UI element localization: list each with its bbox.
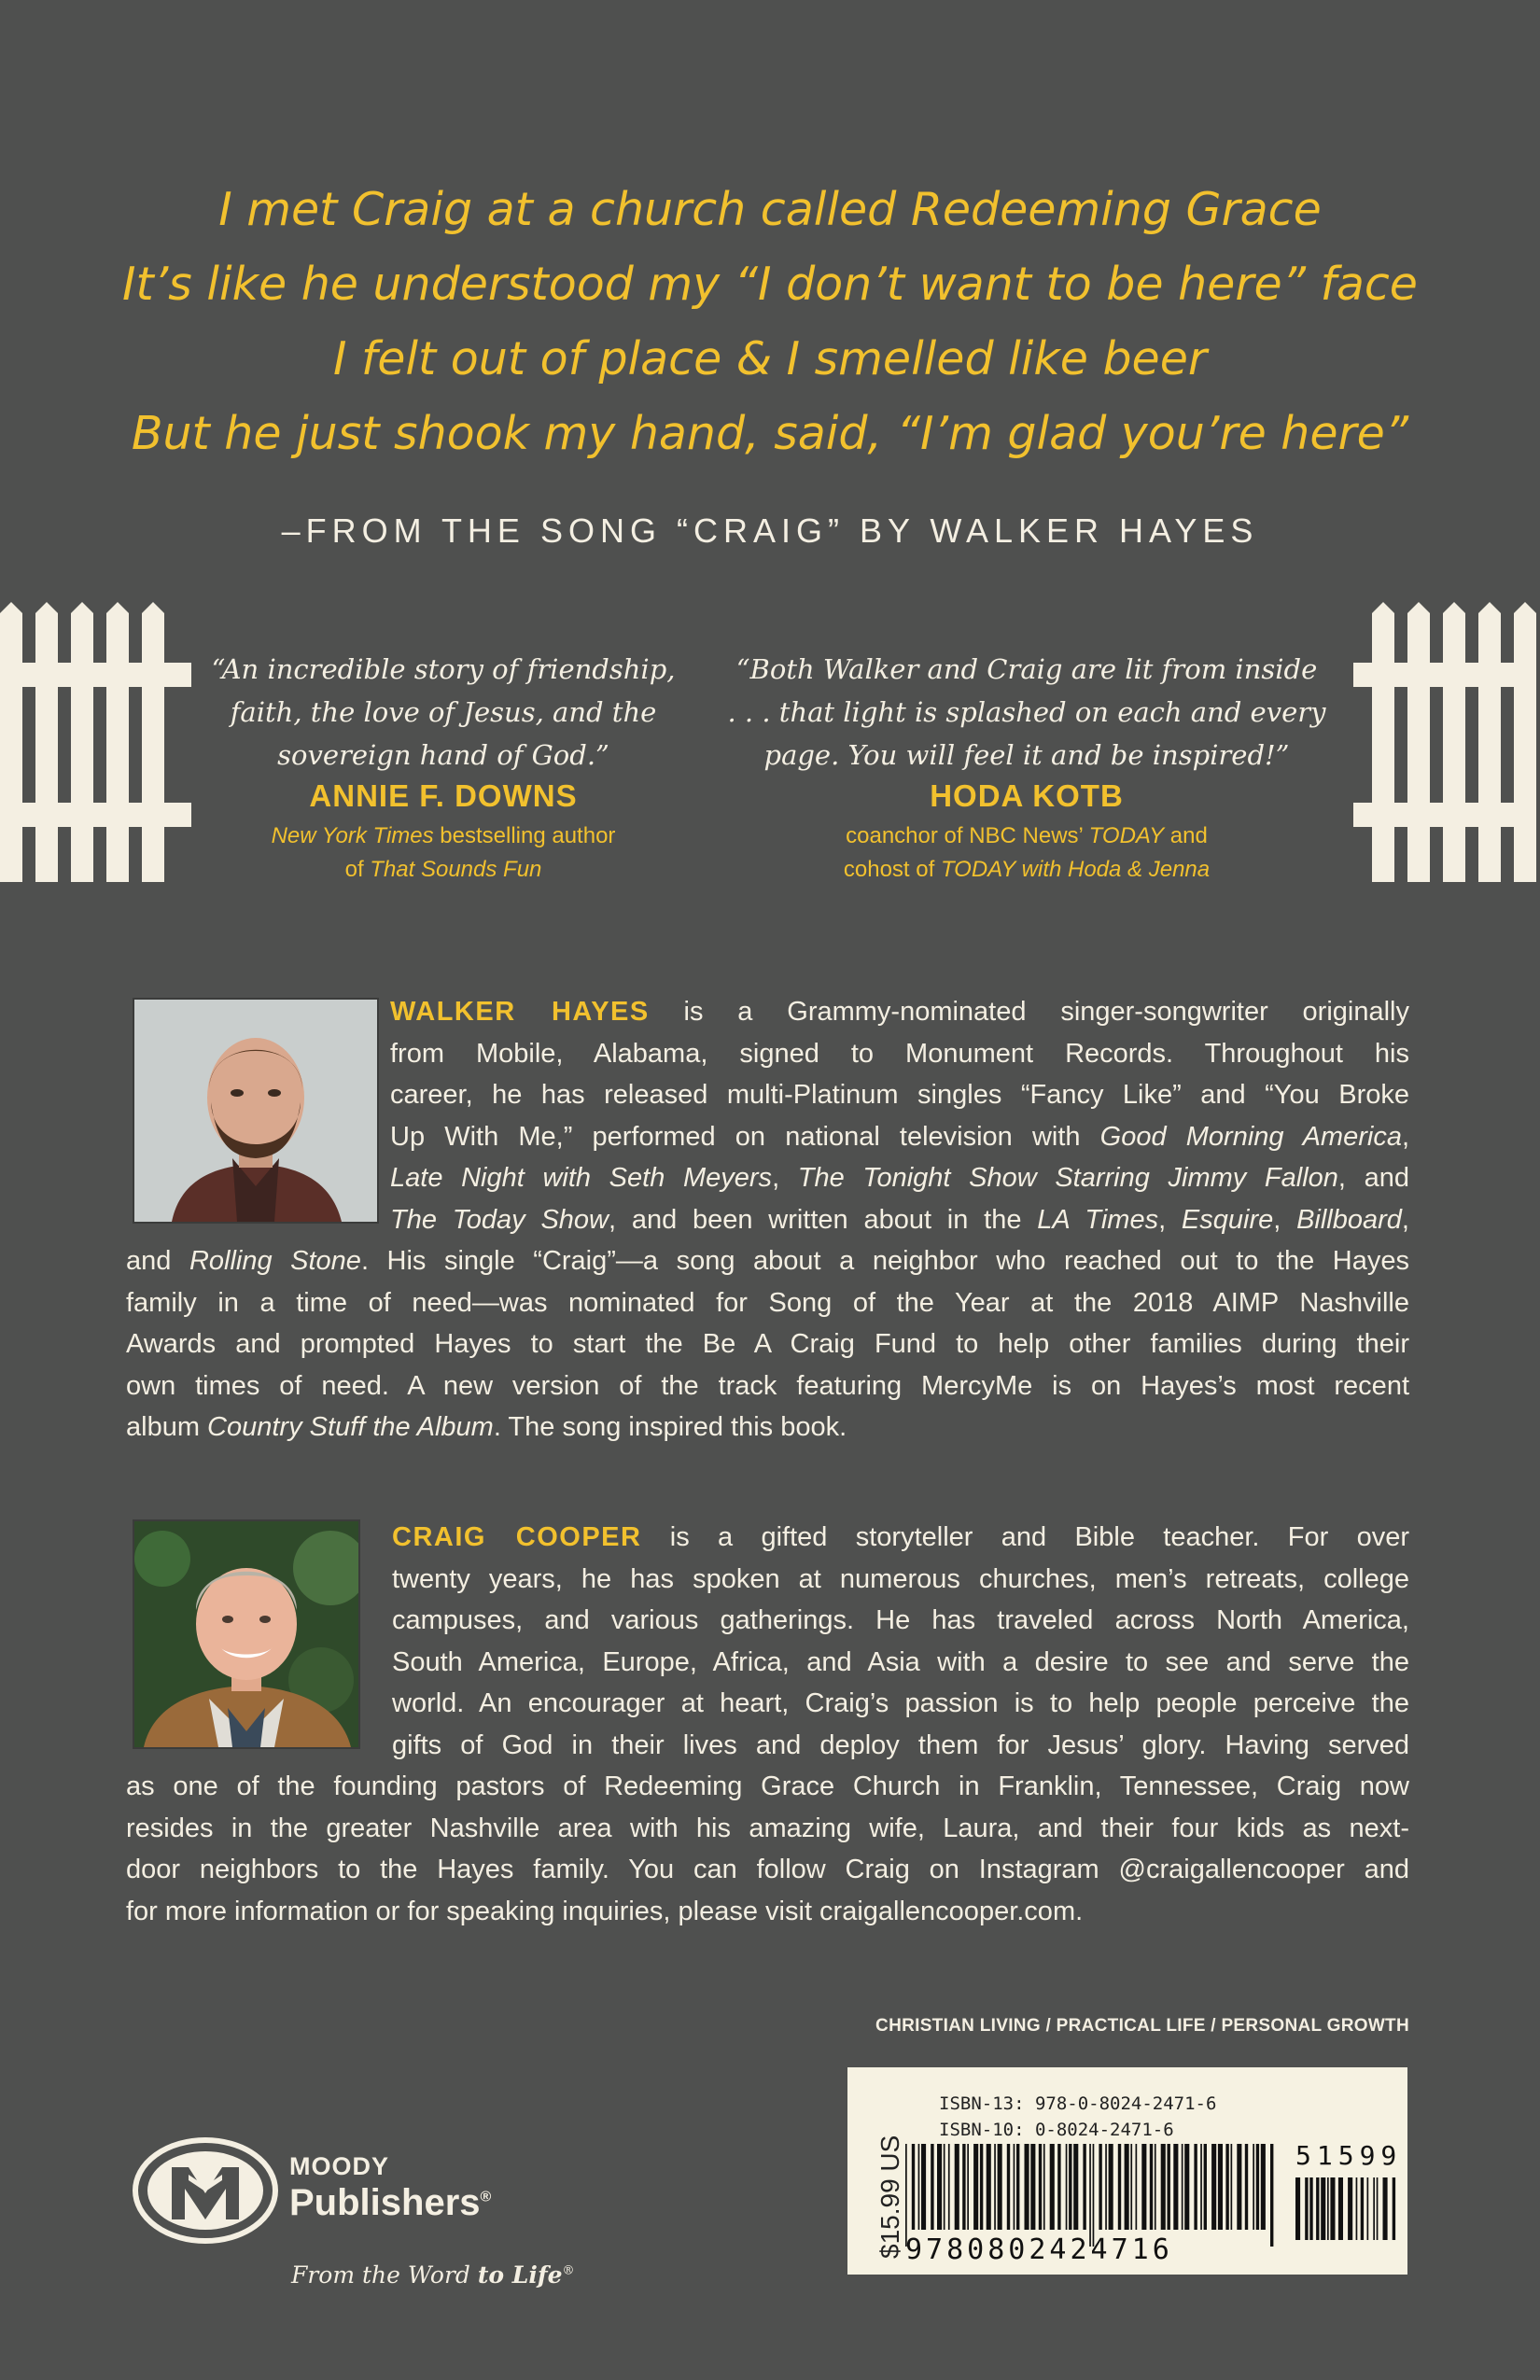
barcode-bar	[1014, 2144, 1015, 2230]
barcode-bar	[987, 2144, 991, 2230]
barcode-bar	[1356, 2177, 1358, 2240]
bio-italic: LA Times	[1037, 1204, 1159, 1235]
bio-italic: The Tonight Show Starring Jimmy Fallon	[797, 1163, 1338, 1193]
bio-line: world. An encourager at heart, Craig’s passion is to help people perceive the	[392, 1688, 1409, 1718]
barcode-bar	[905, 2144, 907, 2247]
walker-hayes-bio	[126, 991, 1409, 1449]
barcode-bar	[1305, 2177, 1308, 2240]
barcode-bar	[1089, 2144, 1091, 2247]
barcode-bar	[1069, 2144, 1071, 2230]
bio-italic: Good Morning America	[1099, 1121, 1402, 1152]
barcode-bar	[1316, 2177, 1319, 2240]
registered-mark: ®	[480, 2189, 492, 2205]
barcode-bar	[1083, 2144, 1085, 2230]
barcode-bar	[1218, 2144, 1223, 2230]
barcode-bar	[1105, 2144, 1107, 2230]
song-lyrics	[75, 173, 1465, 471]
quote-line: faith, the love of Jesus, and the	[230, 696, 657, 728]
endorsement-hoda	[709, 648, 1344, 887]
quote-line: page. You will feel it and be inspired!”	[763, 739, 1290, 771]
barcode-bar	[918, 2144, 920, 2230]
barcode-bar	[1361, 2177, 1364, 2240]
barcode-bar	[980, 2144, 983, 2230]
barcode-bar	[1007, 2144, 1010, 2230]
barcode-bar	[1039, 2144, 1042, 2230]
author-name: WALKER HAYES	[390, 997, 650, 1027]
publisher-name-bottom	[289, 2182, 491, 2224]
barcode-bar	[1155, 2144, 1156, 2230]
bio-text: ,	[772, 1163, 798, 1193]
bio-italic: Esquire	[1181, 1204, 1274, 1235]
barcode-bar	[1168, 2144, 1170, 2230]
publisher-tagline	[291, 2261, 575, 2289]
barcode-bar	[1173, 2144, 1178, 2230]
bio-text: ,	[1158, 1204, 1182, 1235]
barcode-bar	[1184, 2144, 1189, 2230]
lyric-line: But he just shook my hand, said, “I’m glad you’re here”	[131, 407, 1409, 460]
bio-line: from Mobile, Alabama, signed to Monument Records. Throughout his	[390, 1038, 1409, 1069]
bio-text: . His single “Craig”—a song about a neighbor who reached out to the Hayes	[360, 1246, 1409, 1276]
barcode-bar	[944, 2144, 945, 2230]
endorser-credential	[709, 819, 1344, 887]
barcode-bar	[1073, 2144, 1078, 2230]
bio-line	[126, 1407, 1409, 1449]
right-picket-fence-icon	[1353, 602, 1540, 882]
barcode-bar	[962, 2144, 965, 2230]
bio-text: ,	[1401, 1121, 1410, 1152]
barcode-bar	[1050, 2144, 1055, 2230]
bio-text: , and been written about in the	[609, 1204, 1038, 1235]
barcode-bar	[1204, 2144, 1207, 2230]
bio-text: , and	[1337, 1163, 1410, 1193]
barcode-bar	[1125, 2144, 1129, 2230]
left-picket-fence-icon	[0, 602, 191, 882]
addon-barcode-bars-icon	[1294, 2177, 1396, 2257]
cred-text: cohost of	[843, 857, 941, 882]
barcode-bar	[1030, 2144, 1035, 2230]
barcode-bars-icon	[903, 2144, 1277, 2247]
isbn10-label: ISBN-10: 0-8024-2471-6	[939, 2120, 1174, 2140]
barcode-bar	[1057, 2144, 1060, 2230]
lyric-line: I met Craig at a church called Redeeming Grace	[218, 183, 1322, 236]
bio-italic: Country Stuff the Album	[207, 1412, 494, 1442]
barcode-bar	[1136, 2144, 1138, 2230]
barcode-bar	[1373, 2177, 1375, 2240]
bio-line: campuses, and various gatherings. He has traveled across North America,	[392, 1605, 1409, 1635]
endorsement-quote	[709, 648, 1344, 777]
tagline-text: From the Word	[291, 2261, 478, 2289]
barcode-bar	[1211, 2144, 1216, 2230]
ean-digits: 9780802424716	[905, 2233, 1173, 2266]
registered-mark: ®	[562, 2263, 575, 2278]
barcode-bar	[1182, 2144, 1183, 2230]
endorser-name: HODA KOTB	[930, 778, 1124, 813]
bio-text: and	[126, 1246, 189, 1276]
barcode-bar	[1194, 2144, 1197, 2230]
publisher-name-top: MOODY	[289, 2152, 390, 2180]
isbn-barcode-box	[847, 2067, 1407, 2275]
bio-line: own times of need. A new version of the track featuring MercyMe is on Hayes’s most recent	[126, 1370, 1409, 1401]
barcode-bar	[1383, 2177, 1388, 2240]
bio-italic: The Today Show	[390, 1204, 609, 1235]
cred-italic: That Sounds Fun	[370, 857, 542, 882]
barcode-bar	[1338, 2177, 1343, 2240]
endorsement-quote	[201, 648, 686, 777]
cred-italic: TODAY	[1088, 823, 1165, 848]
barcode-bar	[1367, 2177, 1369, 2240]
barcode-bar	[1309, 2177, 1312, 2240]
barcode-bar	[912, 2144, 915, 2230]
barcode-bar	[973, 2144, 978, 2230]
bio-line: Awards and prompted Hayes to start the Be A Craig Fund to help other families during their	[126, 1329, 1409, 1359]
endorser-credential	[201, 819, 686, 887]
barcode-bar	[1066, 2144, 1068, 2230]
endorsement-annie	[201, 648, 686, 887]
barcode-bar	[1130, 2144, 1132, 2230]
bio-text: is a Grammy-nominated singer-songwriter originally	[649, 997, 1409, 1027]
barcode-bar	[931, 2144, 933, 2230]
barcode-bar	[1393, 2177, 1395, 2240]
barcode-bar	[1327, 2177, 1329, 2240]
bio-text: Up With Me,” performed on national television with	[390, 1121, 1100, 1152]
lyric-line: I felt out of place & I smelled like beer	[332, 332, 1207, 385]
category-label: CHRISTIAN LIVING / PRACTICAL LIFE / PERSONAL GROWTH	[875, 2016, 1409, 2036]
bio-text: ,	[1401, 1204, 1409, 1235]
bio-text: album	[126, 1412, 208, 1442]
barcode-bar	[1200, 2144, 1202, 2230]
bio-line	[392, 1517, 1409, 1559]
quote-line: “An incredible story of friendship,	[211, 653, 676, 685]
barcode-bar	[1231, 2144, 1233, 2230]
barcode-bar	[1118, 2144, 1121, 2230]
quote-line: . . . that light is splashed on each and every	[727, 696, 1326, 728]
quote-line: “Both Walker and Craig are lit from inside	[735, 653, 1318, 685]
bio-line: career, he has released multi-Platinum singles “Fancy Like” and “You Broke	[390, 1080, 1409, 1110]
bio-line	[390, 1157, 1409, 1199]
barcode-bar	[1261, 2144, 1266, 2230]
barcode-bar	[921, 2144, 926, 2230]
bio-italic: Rolling Stone	[189, 1246, 361, 1276]
barcode-bar	[1043, 2144, 1045, 2230]
barcode-bar	[1109, 2144, 1113, 2230]
cred-text: and	[1164, 823, 1208, 848]
bio-italic: Late Night with Seth Meyers	[390, 1163, 773, 1193]
bio-line: twenty years, he has spoken at numerous churches, men’s retreats, college	[392, 1563, 1409, 1594]
barcode-bar	[948, 2144, 950, 2230]
barcode-bar	[967, 2144, 969, 2230]
barcode-bar	[1016, 2144, 1019, 2230]
bio-line: as one of the founding pastors of Redeeming Grace Church in Franklin, Tennessee, Craig now	[126, 1771, 1409, 1801]
barcode-bar	[1253, 2144, 1254, 2230]
isbn13-label: ISBN-13: 978-0-8024-2471-6	[939, 2093, 1217, 2114]
barcode-bar	[1141, 2144, 1146, 2230]
song-attribution: –FROM THE SONG “CRAIG” BY WALKER HAYES	[281, 511, 1259, 550]
moody-publishers-logo-icon	[131, 2137, 280, 2245]
barcode-bar	[1321, 2177, 1325, 2240]
barcode-bar	[1025, 2144, 1029, 2230]
bio-line: family in a time of need—was nominated for Song of the Year at the 2018 AIMP Nashville	[126, 1287, 1409, 1318]
tagline-text-bold: to Life	[477, 2261, 563, 2289]
barcode-bar	[998, 2144, 1002, 2230]
price-label: $15.99 US	[875, 2135, 904, 2259]
bio-line: door neighbors to the Hayes family. You can follow Craig on Instagram @craigallencooper and	[126, 1855, 1409, 1884]
bio-text: ,	[1273, 1204, 1297, 1235]
barcode-bar	[1225, 2144, 1228, 2230]
bio-line	[390, 1116, 1409, 1158]
barcode-bar	[1093, 2144, 1095, 2247]
barcode-bar	[1245, 2144, 1248, 2230]
bio-line: for more information or for speaking inquiries, please visit craigallencooper.com.	[126, 1896, 1084, 1926]
bio-line	[390, 1199, 1409, 1241]
cred-text: bestselling author	[433, 823, 616, 848]
endorser-name: ANNIE F. DOWNS	[309, 778, 578, 813]
bio-italic: Billboard	[1296, 1204, 1402, 1235]
barcode-bar	[1161, 2144, 1166, 2230]
bio-line: resides in the greater Nashville area with his amazing wife, Laura, and their four kids as next-	[126, 1813, 1409, 1843]
barcode-bar	[1295, 2177, 1300, 2240]
quote-line: sovereign hand of God.”	[277, 739, 609, 771]
barcode-bar	[1270, 2144, 1273, 2247]
bio-text: is a gifted storyteller and Bible teacher. For over	[641, 1522, 1409, 1552]
cred-text: of	[344, 857, 371, 882]
cred-italic: New York Times	[271, 823, 434, 848]
bio-line	[126, 1240, 1409, 1282]
barcode-bar	[994, 2144, 996, 2230]
barcode-bar	[955, 2144, 959, 2230]
barcode-bar	[1237, 2144, 1241, 2230]
barcode-bar	[1377, 2177, 1379, 2240]
barcode-bar	[1256, 2144, 1259, 2230]
bio-line: gifts of God in their lives and deploy them for Jesus’ glory. Having served	[392, 1729, 1409, 1760]
barcode-bar	[1099, 2144, 1101, 2230]
barcode-bar	[937, 2144, 942, 2230]
barcode-bar	[1150, 2144, 1153, 2230]
bio-line	[390, 991, 1409, 1033]
craig-cooper-bio	[126, 1517, 1409, 1932]
publisher-name-text: Publishers	[289, 2182, 481, 2223]
lyric-line: It’s like he understood my “I don’t want to be here” face	[122, 258, 1418, 311]
cred-text: coanchor of NBC News’	[846, 823, 1089, 848]
bio-line: South America, Europe, Africa, and Asia with a desire to see and serve the	[392, 1646, 1409, 1677]
addon-digits: 51599	[1295, 2140, 1403, 2171]
author-name: CRAIG COOPER	[392, 1522, 642, 1552]
barcode-bar	[1330, 2177, 1335, 2240]
barcode-bar	[1348, 2177, 1352, 2240]
bio-text: . The song inspired this book.	[493, 1412, 847, 1442]
cred-italic: TODAY with Hoda & Jenna	[940, 857, 1211, 882]
